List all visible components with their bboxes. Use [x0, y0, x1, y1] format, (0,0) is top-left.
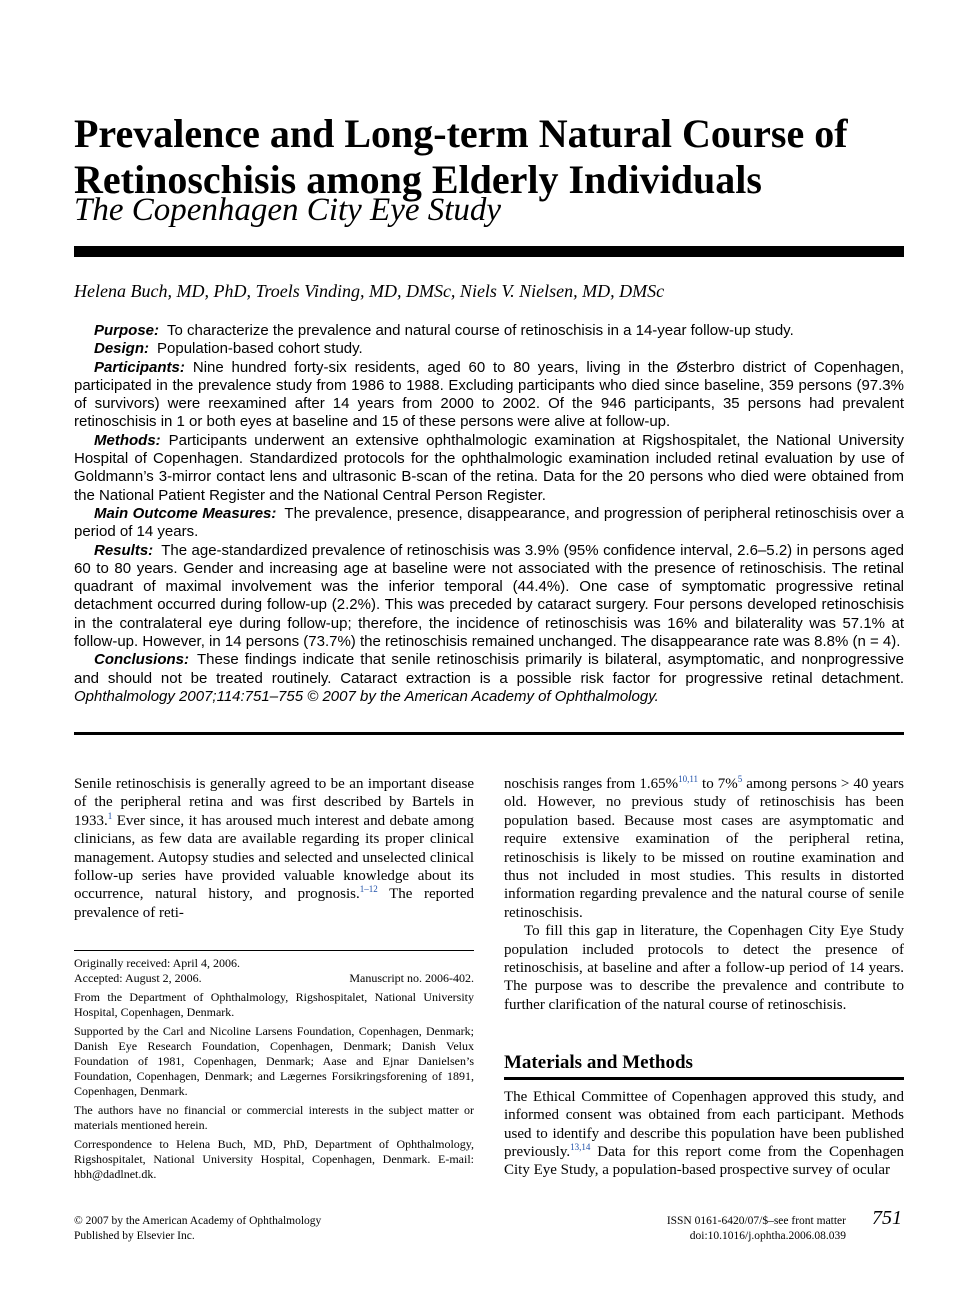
- footer-publisher: Published by Elsevier Inc.: [74, 1230, 195, 1242]
- intro-text: The reported prevalence of reti-: [74, 886, 474, 921]
- methods-text: Data for this report come from the Copenhagen City Eye Study, a population-based prospective survey of ocular: [504, 1143, 904, 1179]
- correspondence-note: Correspondence to Helena Buch, MD, PhD, Department of Ophthalmology, Rigshospitalet, National University Hospital, Copenhagen, Denmark. E-mail: hbh@dadlnet.dk.: [74, 1137, 474, 1181]
- accepted-date: Accepted: August 2, 2006.: [74, 971, 202, 985]
- article-notes: [74, 956, 474, 1186]
- footer-copyright: © 2007 by the American Academy of Ophthalmology: [74, 1215, 322, 1227]
- article-subtitle: The Copenhagen City Eye Study: [74, 192, 502, 228]
- abstract-methods: [74, 432, 904, 505]
- outcome-text: The prevalence, presence, disappearance, and progression of peripheral retinoschisis over a period of 14 years.: [74, 504, 904, 541]
- notes-divider: [74, 950, 474, 951]
- design-text: Population-based cohort study.: [157, 340, 363, 358]
- abstract-divider: [74, 732, 904, 735]
- intro-text: noschisis ranges from 1.65%: [504, 776, 679, 792]
- methods-text: Participants underwent an extensive ophthalmologic examination at Rigshospitalet, the National University Hospital of Copenhagen. Standardized protocols for the ophthalmologic examination included retinal evaluation by use of Goldmann’s 3-mirror contact lens and ultrasonic B-scan of the retina. Data for the 20 persons who died were obtained from the National Patient Register and the National Central Person Register.: [74, 431, 904, 504]
- body-column-right: [504, 775, 904, 1180]
- body-column-left: [74, 775, 474, 922]
- intro-text: among persons > 40 years old. However, no previous study of retinoschisis has been population based. Because most cases are asymptomatic and require extensive examination of the peripheral retina, retinoschisis is likely to be missed on routine examination and thus not included in most studies. This results in distorted information regarding prevalence and the natural course of senile retinoschisis.: [504, 776, 905, 921]
- intro-text: Senile retinoschisis is generally agreed to be an important disease of the peripheral retina and was first described by Bartels in 1933.: [74, 776, 474, 829]
- abstract-purpose: [74, 322, 904, 340]
- conclusions-label: Conclusions:: [94, 651, 190, 669]
- reference-link[interactable]: 10,11: [678, 774, 699, 784]
- section-heading-materials-methods: Materials and Methods: [504, 1052, 693, 1074]
- interests-note: The authors have no financial or commercial interests in the subject matter or materials mentioned herein.: [74, 1103, 474, 1132]
- intro-paragraph-2: To fill this gap in literature, the Copenhagen City Eye Study population included protocols to detect the presence of retinoschisis, at baseline and after a follow-up period of 14 years. The purpose was to describe the prevalence and contribute to further clarification of the natural course of retinoschisis.: [504, 923, 904, 1013]
- reference-link[interactable]: 13,14: [570, 1141, 591, 1152]
- abstract-conclusions: [74, 651, 904, 706]
- footer-issn: ISSN 0161-6420/07/$–see front matter: [666, 1215, 846, 1227]
- participants-text: Nine hundred forty-six residents, aged 60 to 80 years, living in the Østerbro district of Copenhagen, participated in the prevalence study from 1986 to 1988. Excluding participants who died since baseline, 359 persons (97.3% of survivors) were reexamined after 14 years from 2000 to 2002. Of the 946 participants, 35 persons had prevalent retinoschisis in 1 or both eyes at baseline and 15 of these persons were alive at follow-up.: [74, 358, 904, 431]
- methods-text: The Ethical Committee of Copenhagen approved this study, and informed consent was obtained from each participant. Methods used to identify and describe this population have been published previously.: [504, 1088, 904, 1160]
- received-date: Originally received: April 4, 2006.: [74, 956, 240, 970]
- results-text: The age-standardized prevalence of retinoschisis was 3.9% (95% confidence interval, 2.6–5.2) in persons aged 60 to 80 years. Gender and increasing age at baseline were not associated with the presence of retinoschisis. The retinal quadrant of maximal involvement was the inferior temporal (44.4%). One case of symptomatic progressive retinal detachment occurred during follow-up (2.2%). This was preceded by cataract surgery. Four persons developed retinoschisis in the contralateral eye during follow-up; therefore, the incidence of retinoschisis was 16% and bilaterality was 57.1% at follow-up. However, in 14 persons (73.7%) the retinoschisis remained unchanged. The disappearance rate was 8.8% (n = 4).: [74, 541, 904, 651]
- results-label: Results:: [94, 541, 154, 559]
- manuscript-number: Manuscript no. 2006-402.: [349, 971, 474, 985]
- footer-right: [610, 1214, 846, 1244]
- abstract-outcome: [74, 505, 904, 542]
- reference-link[interactable]: 1–12: [359, 884, 378, 895]
- intro-text: Ever since, it has aroused much interest and debate among clinicians, as few data are available regarding its proper clinical management. Autopsy studies and selected and unselected clinical follow-up series have provided valuable knowledge about its occurrence, natural history, and prognosis.: [74, 812, 474, 903]
- section-heading-rule: [504, 1077, 904, 1080]
- participants-label: Participants:: [94, 358, 185, 376]
- intro-paragraph-1: [74, 775, 474, 922]
- intro-paragraph-1-cont: [504, 775, 904, 922]
- abstract-design: [74, 340, 904, 358]
- abstract-results: [74, 542, 904, 652]
- title-divider: [74, 246, 904, 257]
- support-note: Supported by the Carl and Nicoline Larsens Foundation, Copenhagen, Denmark; Danish Eye Research Foundation, Copenhagen, Denmark; Danish Velux Foundation of 1981, Copenhagen, Denmark; Aase and Ejnar Danielsen’s Foundation, Copenhagen, Denmark; and Lægernes Forsikringsforening of 1891, Copenhagen, Denmark.: [74, 1024, 474, 1098]
- design-label: Design:: [94, 340, 150, 358]
- footer-left: [74, 1214, 321, 1244]
- abstract-citation: Ophthalmology 2007;114:751–755 © 2007 by the American Academy of Ophthalmology.: [74, 687, 659, 705]
- outcome-label: Main Outcome Measures:: [94, 504, 277, 522]
- reference-link[interactable]: 5: [737, 774, 743, 784]
- footer-doi[interactable]: doi:10.1016/j.ophtha.2006.08.039: [689, 1230, 846, 1242]
- methods-paragraph-1: [504, 1088, 904, 1180]
- abstract-participants: [74, 359, 904, 432]
- conclusions-text: These findings indicate that senile retinoschisis primarily is bilateral, asymptomatic, and nonprogressive and should not be treated routinely. Cataract extraction is a possible risk factor for progressive retinal detachment.: [74, 651, 904, 687]
- intro-text: to 7%: [698, 776, 738, 792]
- accepted-line: [74, 971, 474, 986]
- page-number: 751: [872, 1207, 902, 1229]
- affiliation-note: From the Department of Ophthalmology, Rigshospitalet, National University Hospital, Copenhagen, Denmark.: [74, 990, 474, 1019]
- purpose-text: To characterize the prevalence and natural course of retinoschisis in a 14-year follow-up study.: [167, 322, 794, 339]
- author-list: Helena Buch, MD, PhD, Troels Vinding, MD, DMSc, Niels V. Nielsen, MD, DMSc: [74, 281, 665, 301]
- reference-link[interactable]: 1: [107, 810, 113, 821]
- abstract: [74, 322, 904, 706]
- methods-label: Methods:: [94, 431, 161, 449]
- purpose-label: Purpose:: [94, 322, 160, 339]
- article-title: Prevalence and Long-term Natural Course of Retinoschisis among Elderly Individuals: [74, 110, 848, 202]
